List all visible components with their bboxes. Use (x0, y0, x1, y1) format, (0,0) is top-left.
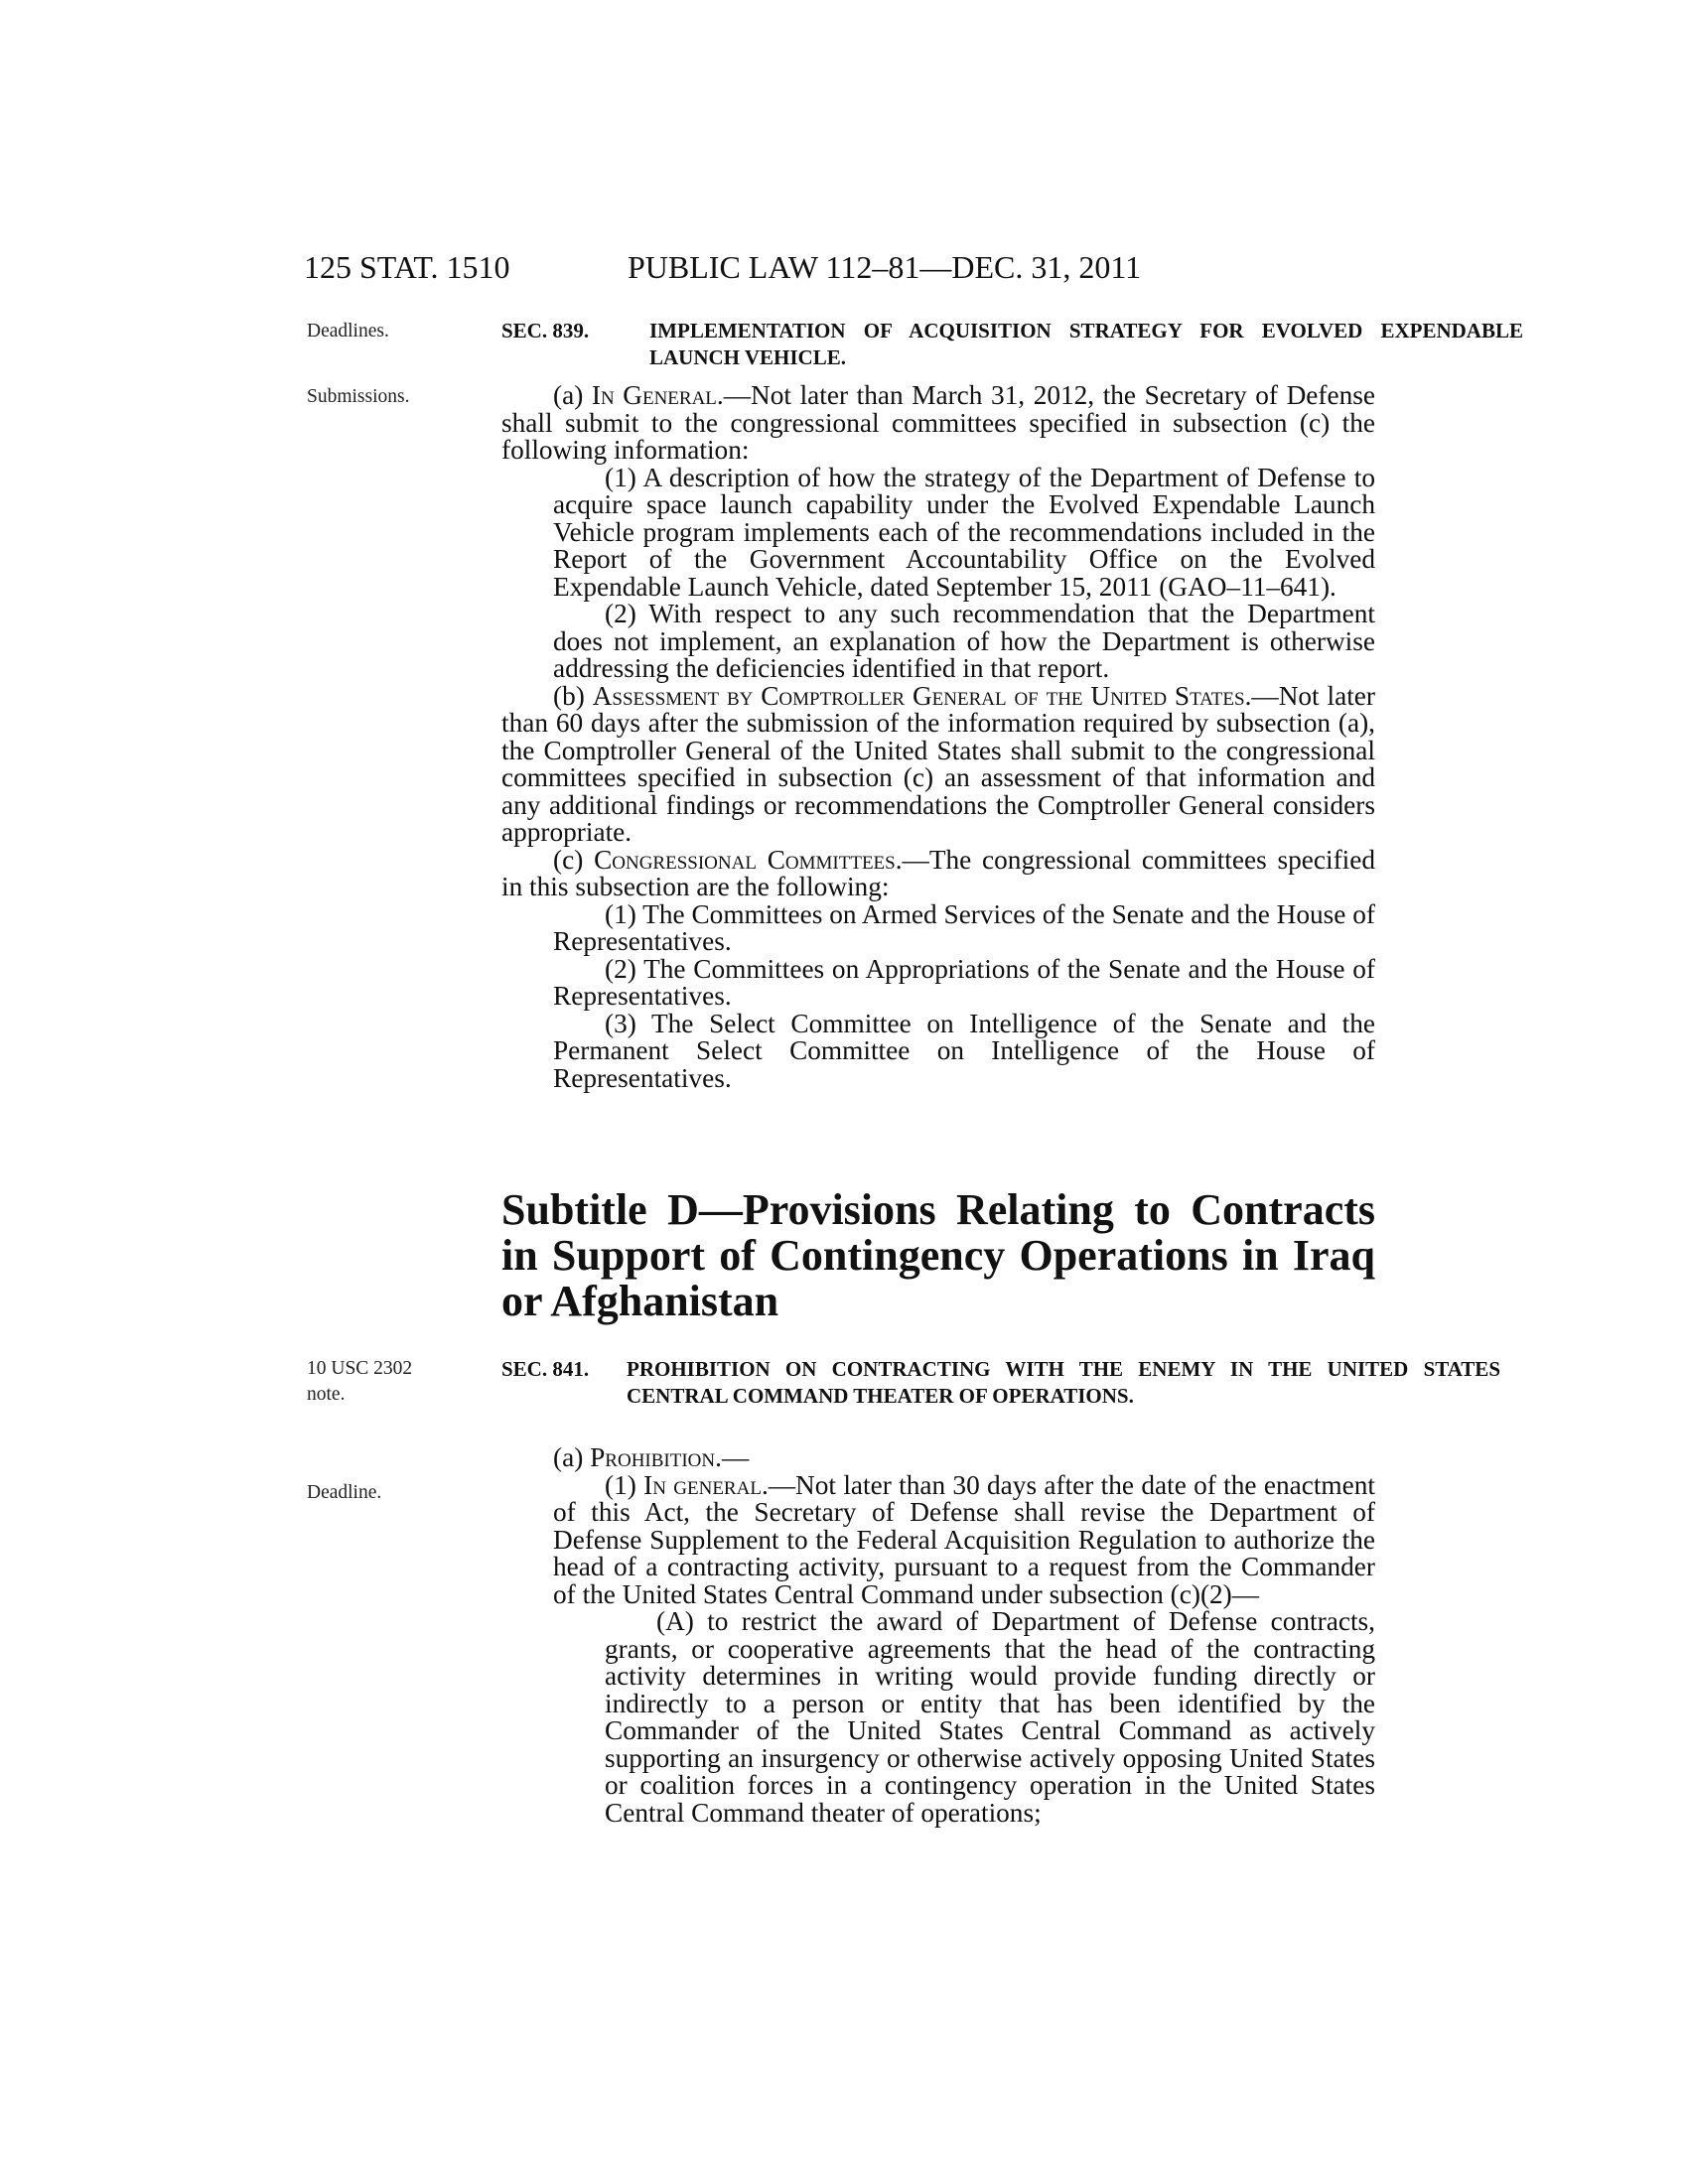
subsection-839-c-heading: Congressional Committees (594, 844, 896, 875)
paragraph-841-a1-heading: In general (643, 1469, 762, 1500)
running-header: PUBLIC LAW 112–81—DEC. 31, 2011 (628, 249, 1142, 285)
subtitle-d-heading: Subtitle D—Provisions Relating to Contracts in Support of Contingency Operations in Iraq or Afghanistan (501, 1185, 1375, 1325)
subsection-841-a (501, 1444, 1375, 1472)
margin-note-usc-line1: 10 USC 2302 (307, 1358, 413, 1379)
margin-note-usc (307, 1356, 412, 1408)
subsection-839-a-text: .—Not later than March 31, 2012, the Secretary of Defense shall submit to the congressional committees specified in subsection (c) the following information: (501, 380, 1375, 465)
margin-note-deadline: Deadline. (307, 1482, 382, 1503)
subsection-839-b (501, 680, 1375, 847)
paragraph-839-a1: (1) A description of how the strategy of the Department of Defense to acquire space launch capability under the Evolved Expendable Launch Vehicle program implements each of the recommendations included in the Report of the Government Accountability Office on the Evolved Expendable Launch Vehicle, dated September 15, 2011 (GAO–11–641). (553, 462, 1375, 602)
page-stat-citation: 125 STAT. 1510 (304, 249, 510, 285)
subsection-839-a-heading: In General (591, 380, 717, 410)
subparagraph-841-a1A: (A) to restrict the award of Department of Defense contracts, grants, or cooperative agreements that the head of the contracting activity determines in writing would provide funding directly or indirectly to a person or entity that has been identified by the Commander of the United States Central Command as actively supporting an insurgency or otherwise actively opposing United States or coalition forces in a contingency operation in the United States Central Command theater of operations; (605, 1606, 1375, 1828)
subsection-839-b-heading: Assessment by Comptroller General of the United States (592, 680, 1245, 711)
paragraph-839-a2: (2) With respect to any such recommendation that the Department does not implement, an explanation of how the Department is otherwise addressing the deficiencies identified in that report. (553, 599, 1375, 683)
paragraph-841-a1-lead: (1) (605, 1469, 636, 1500)
paragraph-841-a1 (501, 1469, 1375, 1609)
subsection-841-a-heading: Prohibition (590, 1442, 716, 1472)
section-839-number: SEC. 839. (501, 319, 590, 342)
subsection-839-a-lead: (a) (553, 380, 584, 410)
subsection-841-a-lead: (a) (553, 1442, 584, 1472)
section-839-heading (501, 318, 1523, 371)
margin-note-deadlines: Deadlines. (307, 321, 389, 341)
subsection-839-c (501, 844, 1376, 901)
subsection-839-b-lead: (b) (553, 680, 585, 711)
margin-note-usc-line2: note. (307, 1384, 346, 1405)
subsection-839-a (501, 382, 1375, 465)
subsection-839-c-text: .—The congressional committees specified in this subsection are the following: (501, 844, 1376, 901)
subsection-839-c-lead: (c) (553, 844, 584, 875)
section-841-number: SEC. 841. (501, 1357, 590, 1381)
section-839-body (501, 382, 1375, 1092)
section-841-body (501, 1444, 1375, 1827)
paragraph-841-a1-text: .—Not later than 30 days after the date of the enactment of this Act, the Secretary of Defense shall revise the Department of Defense Supplement to the Federal Acquisition Regulation to authorize the head of a contracting activity, pursuant to a request from the Commander of the United States Central Command under subsection (c)(2)— (553, 1469, 1375, 1609)
section-841-heading (501, 1356, 1500, 1410)
paragraph-839-c2: (2) The Committees on Appropriations of the Senate and the House of Representatives. (553, 953, 1375, 1011)
paragraph-839-c3: (3) The Select Committee on Intelligence of the Senate and the Permanent Select Committee on Intelligence of the House of Representatives. (553, 1008, 1375, 1093)
section-841-title: PROHIBITION ON CONTRACTING WITH THE ENEMY IN THE UNITED STATES CENTRAL COMMAND THEATER OF OPERATIONS. (627, 1357, 1500, 1408)
margin-note-submissions: Submissions. (307, 386, 410, 407)
subsection-839-b-text: .—Not later than 60 days after the submission of the information required by subsection (a), the Comptroller General of the United States shall submit to the congressional committees specified in subsection (c) an assessment of that information and any additional findings or recommendations the Comptroller General considers appropriate. (501, 680, 1375, 847)
paragraph-839-c1: (1) The Committees on Armed Services of the Senate and the House of Representatives. (553, 898, 1375, 956)
subsection-841-a-dash: .— (715, 1442, 750, 1472)
section-839-title: IMPLEMENTATION OF ACQUISITION STRATEGY FOR EVOLVED EXPENDABLE LAUNCH VEHICLE. (649, 319, 1523, 369)
